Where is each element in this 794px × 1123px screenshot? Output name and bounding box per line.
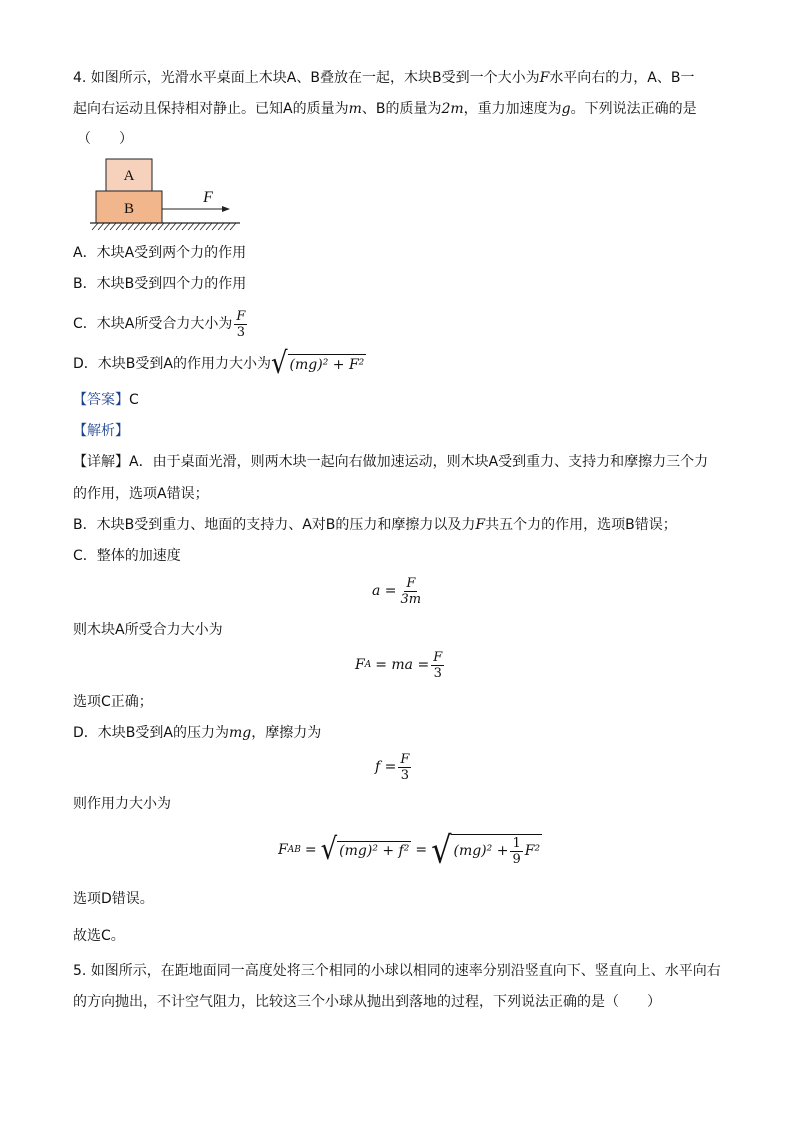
q4-stem-line2: 起向右运动且保持相对静止。已知A的质量为m、B的质量为2m，重力加速度为g。下列说法正确的是 [73, 101, 697, 117]
detail-b: B．木块B受到重力、地面的支持力、A对B的压力和摩擦力以及力F共五个力的作用，选项B错误； [73, 517, 677, 533]
equation-acceleration: a = $\frac{F}{3m}$ [372, 575, 422, 607]
option-a: A．木块A受到两个力的作用 [73, 245, 247, 261]
detail-c-correct: 选项C正确； [73, 694, 153, 710]
detail-a-line1: 【详解】A．由于桌面光滑，则两木块一起向右做加速运动，则木块A受到重力、支持力和摩擦力三个力 [73, 454, 709, 470]
detail-d: D．木块B受到A的压力为mg，摩擦力为 [73, 725, 322, 741]
ground-hatching [92, 223, 236, 230]
q4-answer-paren: （ ） [77, 131, 133, 147]
force-arrowhead [222, 206, 230, 212]
force-label: F [203, 189, 213, 206]
detail-d-wrong: 选项D错误。 [73, 891, 154, 907]
option-c: C．木块A所受合力大小为 $\frac{F}{3}$ [73, 308, 246, 340]
analysis-label: 【解析】 [73, 423, 129, 439]
option-c-fraction: $\frac{F}{3}$ [236, 308, 246, 340]
q5-stem-line2: 的方向抛出，不计空气阻力，比较这三个小球从抛出到落地的过程，下列说法正确的是（ ） [73, 994, 661, 1010]
detail-d-line2: 则作用力大小为 [73, 796, 171, 812]
equation-friction: f = $\frac{F}{3}$ [375, 751, 410, 783]
q5-stem-line1: 5. 如图所示，在距地面同一高度处将三个相同的小球以相同的速率分别沿竖直向下、竖直向上、水平向右 [73, 963, 721, 979]
conclusion: 故选C。 [73, 928, 125, 944]
block-b-label: B [123, 201, 135, 217]
equation-force-ab: F AB = √ (mg)² + f² = √ (mg)² + $\frac{1}{9}$ F² [278, 828, 541, 872]
q4-stem-line1: 4. 如图所示，光滑水平桌面上木块A、B叠放在一起，木块B受到一个大小为F水平向右的力，A、B一 [73, 70, 695, 86]
option-d: D．木块B受到A的作用力大小为 √ (mg)² + F² [73, 346, 365, 382]
detail-c: C．整体的加速度 [73, 548, 181, 564]
q4-figure [90, 156, 240, 236]
detail-c-line2: 则木块A所受合力大小为 [73, 622, 223, 638]
option-b: B．木块B受到四个力的作用 [73, 276, 247, 292]
detail-a-line2: 的作用，选项A错误； [73, 486, 209, 502]
answer: 【答案】C [73, 392, 139, 408]
block-a-label: A [123, 168, 135, 184]
equation-net-force-a: F A = ma = $\frac{F}{3}$ [355, 649, 443, 681]
option-d-radical: √ (mg)² + F² [270, 346, 365, 382]
